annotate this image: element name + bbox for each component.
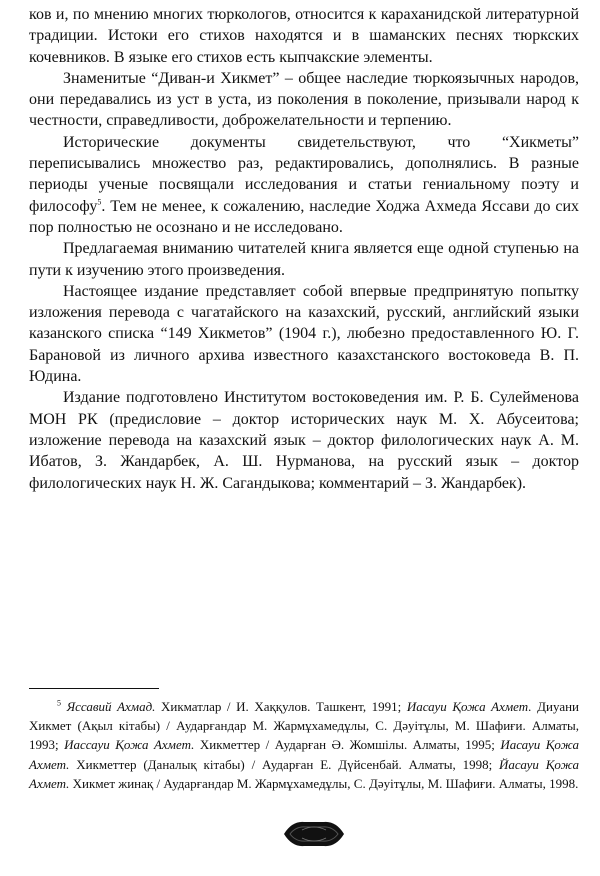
footnote-text-4: Хикметтер (Даналық кітабы) / Аударған Е. Дүйсенбай. Алматы, 1998;	[69, 756, 500, 772]
footnote-text-5: Хикмет жинақ / Аударғандар М. Жармұхамедұлы, С. Дәуітұлы, М. Шафиғи. Алматы, 1998.	[69, 775, 579, 791]
footnote-divider	[29, 688, 159, 689]
footnote	[29, 697, 579, 793]
footnote-text-1: Хикматлар / И. Хаққулов. Ташкент, 1991;	[155, 699, 407, 714]
paragraph-4: Предлагаемая вниманию читателей книга является еще одной ступенью на пути к изучению этого произведения.	[29, 240, 579, 279]
footnote-text-2: Диуани Хикмет (Ақыл кітабы) / Аударғандар М. Жармұхамедұлы, С. Дәуітұлы, М. Шафиғи. Алматы, 1993;	[29, 699, 579, 753]
page-ornament-icon	[282, 819, 346, 849]
body-text	[29, 4, 579, 494]
footnote-reference[interactable]: 5	[97, 197, 102, 207]
paragraph-6: Издание подготовлено Институтом востоковедения им. Р. Б. Сулейменова МОН РК (предисловие – доктор исторических наук М. Х. Абусеитова; изложение перевода на казахский язык – доктор филологических наук А. М. Ибатов, З. Жандарбек, А. Ш. Нурманова, на русский язык – доктор филологических наук Н. Ж. Сагандыкова; комментарий – З. Жандарбек).	[29, 389, 579, 492]
paragraph-5: Настоящее издание представляет собой впервые предпринятую попытку изложения перевода с чагатайского на казахский, русский, английский языки казанского списка “149 Хикметов” (1904 г.), любезно предоставленного Ю. Г. Барановой из личного архива известного казахстанского востоковеда В. П. Юдина.	[29, 282, 579, 386]
paragraph-3-tail: . Тем не менее, к сожалению, наследие Ходжа Ахмеда Яссави до сих пор полностью не осознано и не исследовано.	[29, 197, 579, 236]
paragraph-3	[29, 132, 579, 238]
paragraph-1: ков и, по мнению многих тюркологов, относится к караханидской литературной традиции. Истоки его стихов находятся и в шаманских песнях тюркских кочевников. В языке его стихов есть кыпчакские элементы.	[29, 6, 579, 66]
footnote-author-1: Яссавий Ахмад.	[66, 699, 156, 714]
footnote-text-3: Хикметтер / Аударған Ә. Жомшілы. Алматы, 1995;	[194, 737, 501, 753]
paragraph-3-text: Исторические документы свидетельствуют, что “Хикметы” переписывались множество раз, редактировались, дополнялись. В разные периоды ученые посвящали исследования и статьи гениальному поэту и философу	[29, 133, 579, 215]
footnote-number: 5	[57, 698, 61, 708]
footnote-author-2: Иасауи Қожа Ахмет.	[406, 699, 532, 714]
footnote-author-5: Йасауи Қожа Ахмет.	[29, 756, 579, 791]
footnote-author-3: Иассауи Қожа Ахмет.	[64, 737, 195, 753]
paragraph-2: Знаменитые “Диван-и Хикмет” – общее наследие тюркоязычных народов, они передавались из уст в уста, из поколения в поколение, призывали народ к честности, справедливости, доброжелательности и терпению.	[29, 69, 579, 130]
footnote-author-4: Иасауи Қожа Ахмет.	[29, 737, 579, 772]
